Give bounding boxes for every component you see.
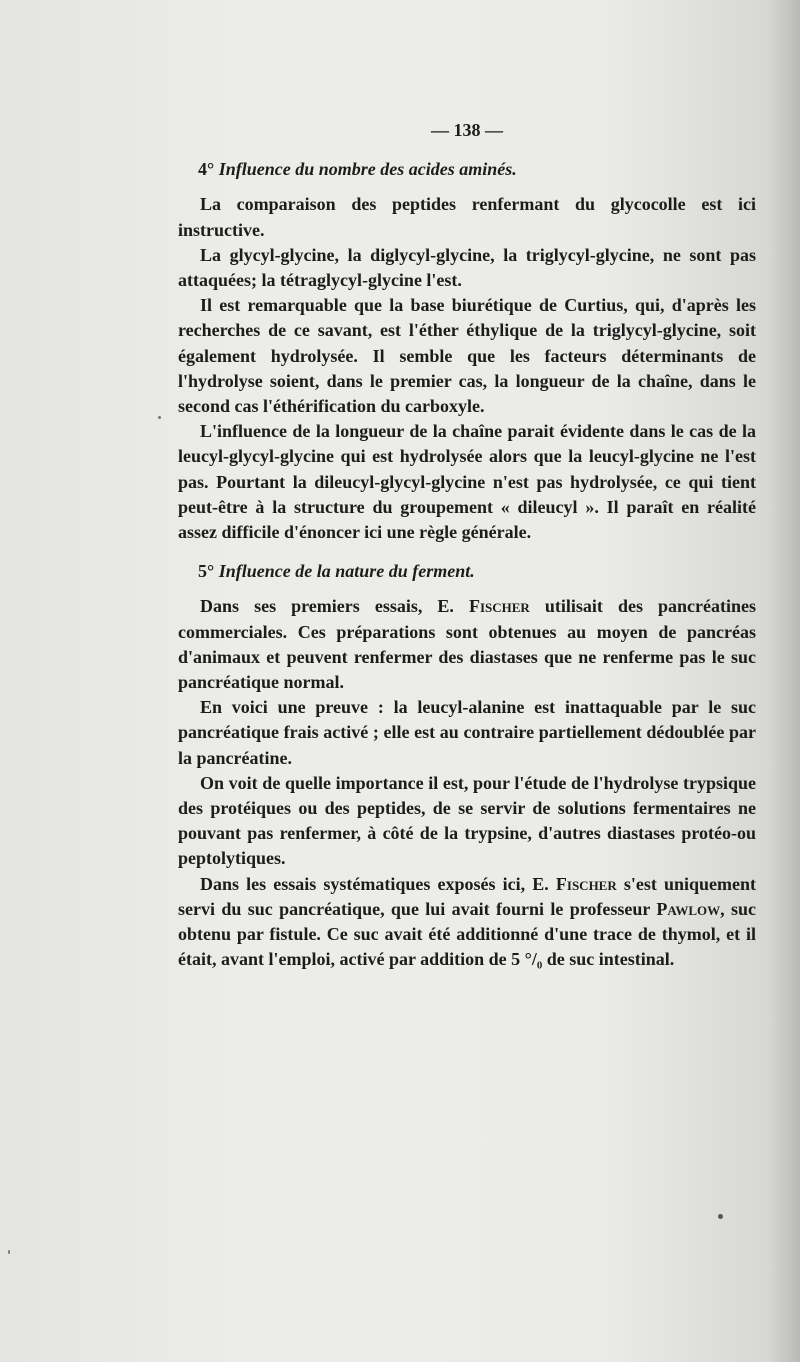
section-4-title: Influence du nombre des acides aminés.	[218, 159, 517, 180]
paragraph: L'influence de la longueur de la chaîne parait évidente dans le cas de la leucyl-glycyl-glycine qui est hydrolysée alors que la leucyl-glycine ne l'est pas. Pourtant la dileucyl-glycyl-glycine n'est pas hydrolysée, ce qui tient peut-être à la structure du groupement « dileucyl ». Il paraît en réalité assez difficile d'énoncer ici une règle générale.	[178, 421, 756, 543]
section-4-number: 4°	[198, 159, 215, 180]
section-5-number: 5°	[198, 561, 215, 582]
ink-speck	[158, 416, 161, 419]
ink-speck	[8, 1250, 10, 1254]
section-4-heading	[178, 157, 756, 182]
paragraph: Il est remarquable que la base biurétique de Curtius, qui, d'après les recherches de ce savant, est l'éther éthylique de la triglycyl-glycine, soit également hydrolysée. Il semble que les facteurs déterminants de l'hydrolyse soient, dans le premier cas, la longueur de la chaîne, dans le second cas l'éthérification du carboxyle.	[178, 295, 756, 417]
paragraph: On voit de quelle importance il est, pour l'étude de l'hydrolyse trypsique des protéiques ou des peptides, de se servir de solutions fermentaires ne pouvant pas renfermer, à côté de la trypsine, d'autres diastases protéo-ou peptolytiques.	[178, 772, 756, 869]
professor-name: Pawlow	[656, 898, 721, 919]
paragraph: La glycyl-glycine, la diglycyl-glycine, la triglycyl-glycine, ne sont pas attaquées; la tétraglycyl-glycine l'est.	[178, 244, 756, 291]
paragraph: Dans les essais systématiques exposés ici, E. Fischer s'est uniquement servi du suc pancréatique, que lui avait fourni le professeur Pawlow, suc obtenu par fistule. Ce suc avait été additionné d'une trace de thymol, et il était, avant l'emploi, activé par addition de 5 °/₀ de suc intestinal.	[178, 873, 756, 970]
section-5-heading	[178, 559, 756, 584]
page-text	[178, 118, 756, 973]
section-5-title: Influence de la nature du ferment.	[218, 561, 475, 582]
author-name: Fischer	[555, 873, 617, 894]
paragraph: La comparaison des peptides renfermant du glycocolle est ici instructive.	[178, 194, 756, 240]
page-number: — 138 —	[431, 120, 503, 140]
author-name: Fischer	[468, 596, 530, 617]
paragraph: Dans ses premiers essais, E. Fischer utilisait des pancréatines commerciales. Ces préparations sont obtenues au moyen de pancréas d'animaux et peuvent renfermer des diastases que ne renferme pas le suc pancréatique normal.	[178, 596, 756, 693]
paragraph: En voici une preuve : la leucyl-alanine est inattaquable par le suc pancréatique frais activé ; elle est au contraire partiellement dédoublée par la pancréatine.	[178, 697, 756, 768]
ink-speck	[718, 1214, 723, 1219]
